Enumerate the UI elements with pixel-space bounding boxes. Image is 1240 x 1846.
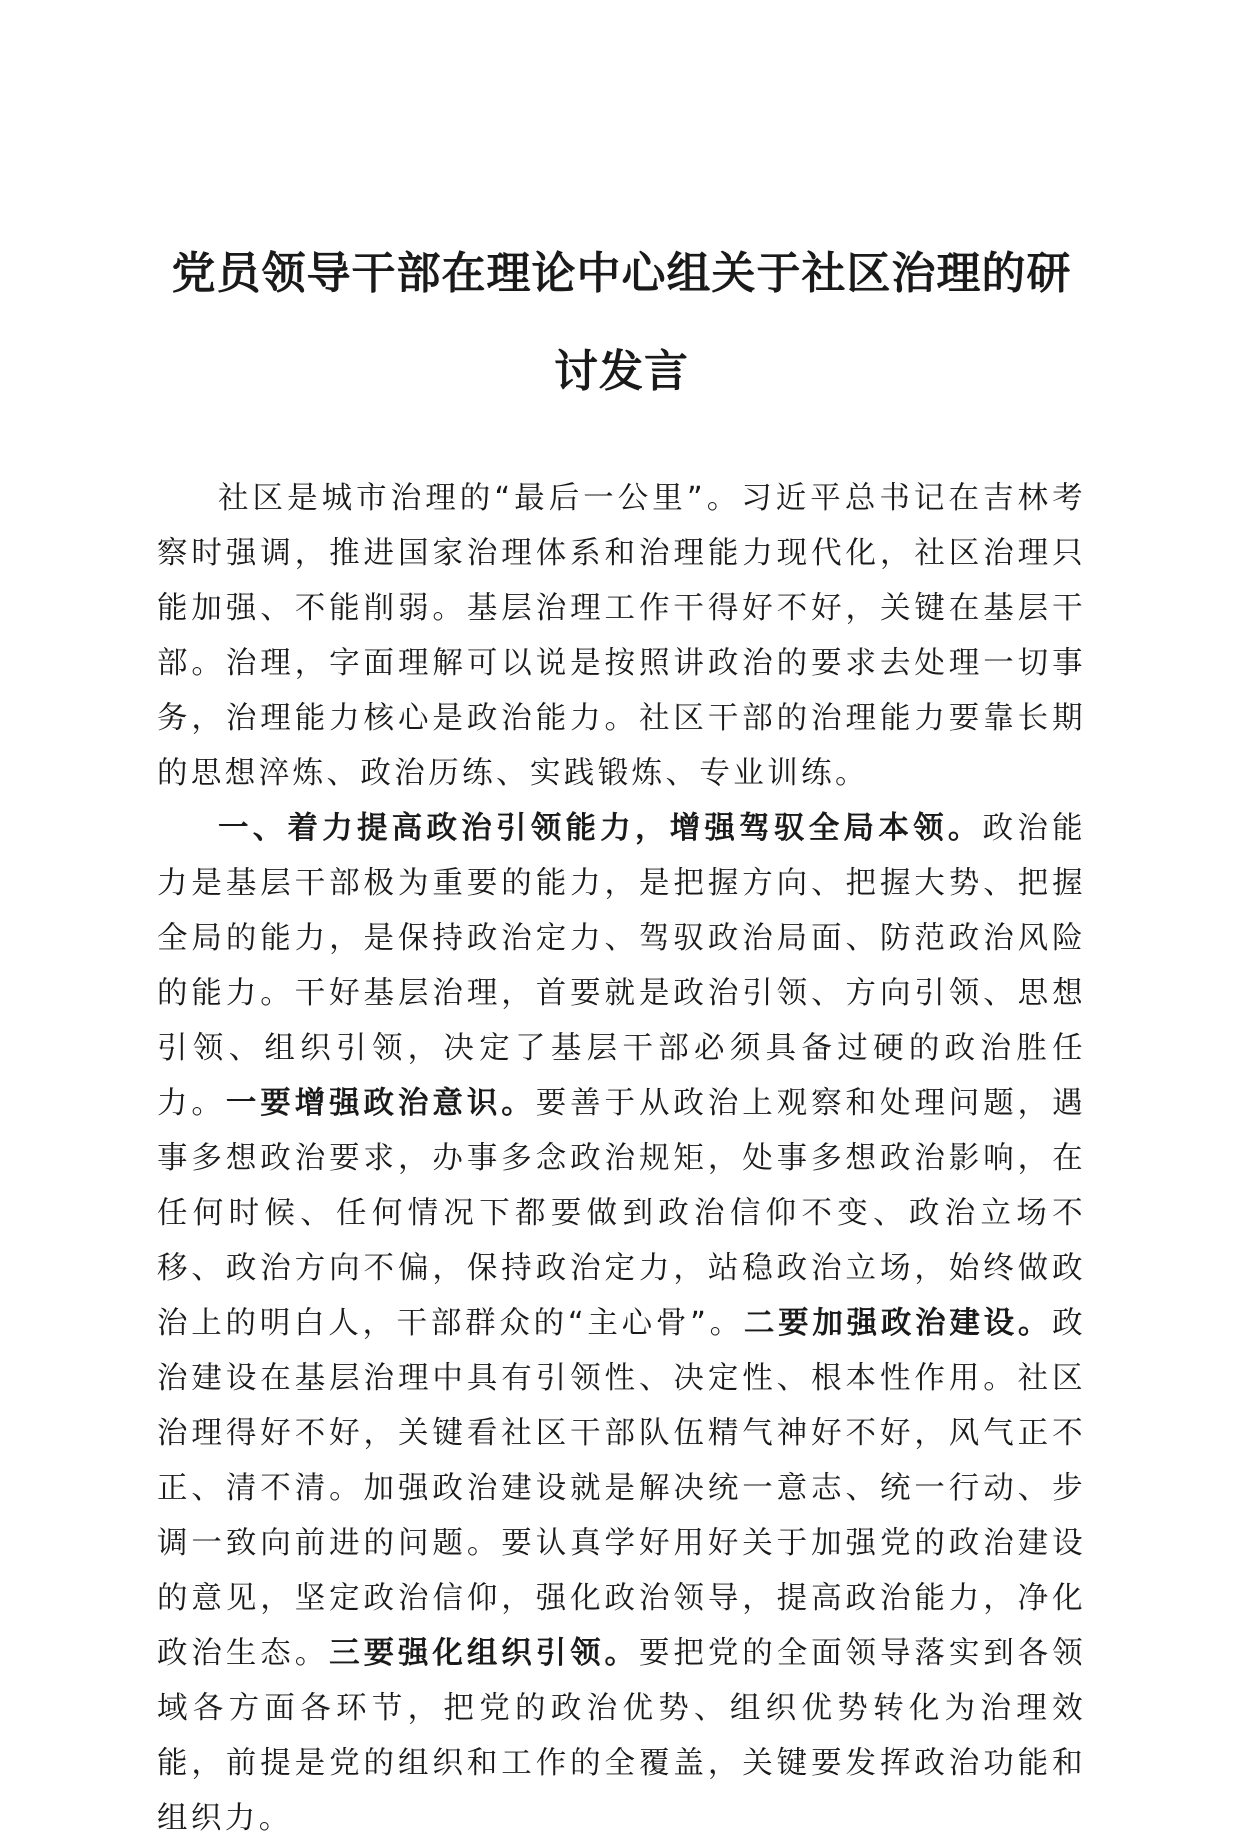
title-line-2: 讨发言 <box>554 346 689 397</box>
section-one-paragraph <box>157 801 1086 1846</box>
point-one-text: 要善于从政治上观察和处理问题，遇事多想政治要求，办事多念政治规矩，处事多想政治影响，在任何时候、任何情况下都要做到政治信仰不变、政治立场不移、政治方向不偏，保持政治定力，站稳政治立场，始终做政治上的明白人，干部群众的“主心骨”。 <box>157 1086 1086 1341</box>
intro-paragraph <box>157 471 1086 801</box>
point-one-heading: 一要增强政治意识。 <box>225 1086 536 1121</box>
point-two-text: 政治建设在基层治理中具有引领性、决定性、根本性作用。社区治理得好不好，关键看社区干部队伍精气神好不好，风气正不正、清不清。加强政治建设就是解决统一意志、统一行动、步调一致向前进的问题。要认真学好用好关于加强党的政治建设的意见，坚定政治信仰，强化政治领导，提高政治能力，净化政治生态。 <box>157 1306 1086 1671</box>
point-two-heading: 二要加强政治建设。 <box>743 1306 1053 1341</box>
document-page <box>157 225 1086 1846</box>
intro-text: 社区是城市治理的“最后一公里”。习近平总书记在吉林考察时强调，推进国家治理体系和治理能力现代化，社区治理只能加强、不能削弱。基层治理工作干得好不好，关键在基层干部。治理，字面理解可以说是按照讲政治的要求去处理一切事务，治理能力核心是政治能力。社区干部的治理能力要靠长期的思想淬炼、政治历练、实践锻炼、专业训练。 <box>157 481 1086 791</box>
point-three-heading: 三要强化组织引领。 <box>329 1636 639 1671</box>
title-line-1: 党员领导干部在理论中心组关于社区治理的研 <box>171 248 1072 299</box>
section-one-heading: 一、着力提高政治引领能力，增强驾驭全局本领。 <box>218 811 983 846</box>
point-three-text: 要把党的全面领导落实到各领域各方面各环节，把党的政治优势、组织优势转化为治理效能，前提是党的组织和工作的全覆盖，关键要发挥政治功能和组织力。 <box>157 1636 1087 1836</box>
document-title <box>157 225 1086 421</box>
section-one-text: 政治能力是基层干部极为重要的能力，是把握方向、把握大势、把握全局的能力，是保持政治定力、驾驭政治局面、防范政治风险的能力。干好基层治理，首要就是政治引领、方向引领、思想引领、组织引领，决定了基层干部必须具备过硬的政治胜任力。 <box>157 811 1086 1121</box>
